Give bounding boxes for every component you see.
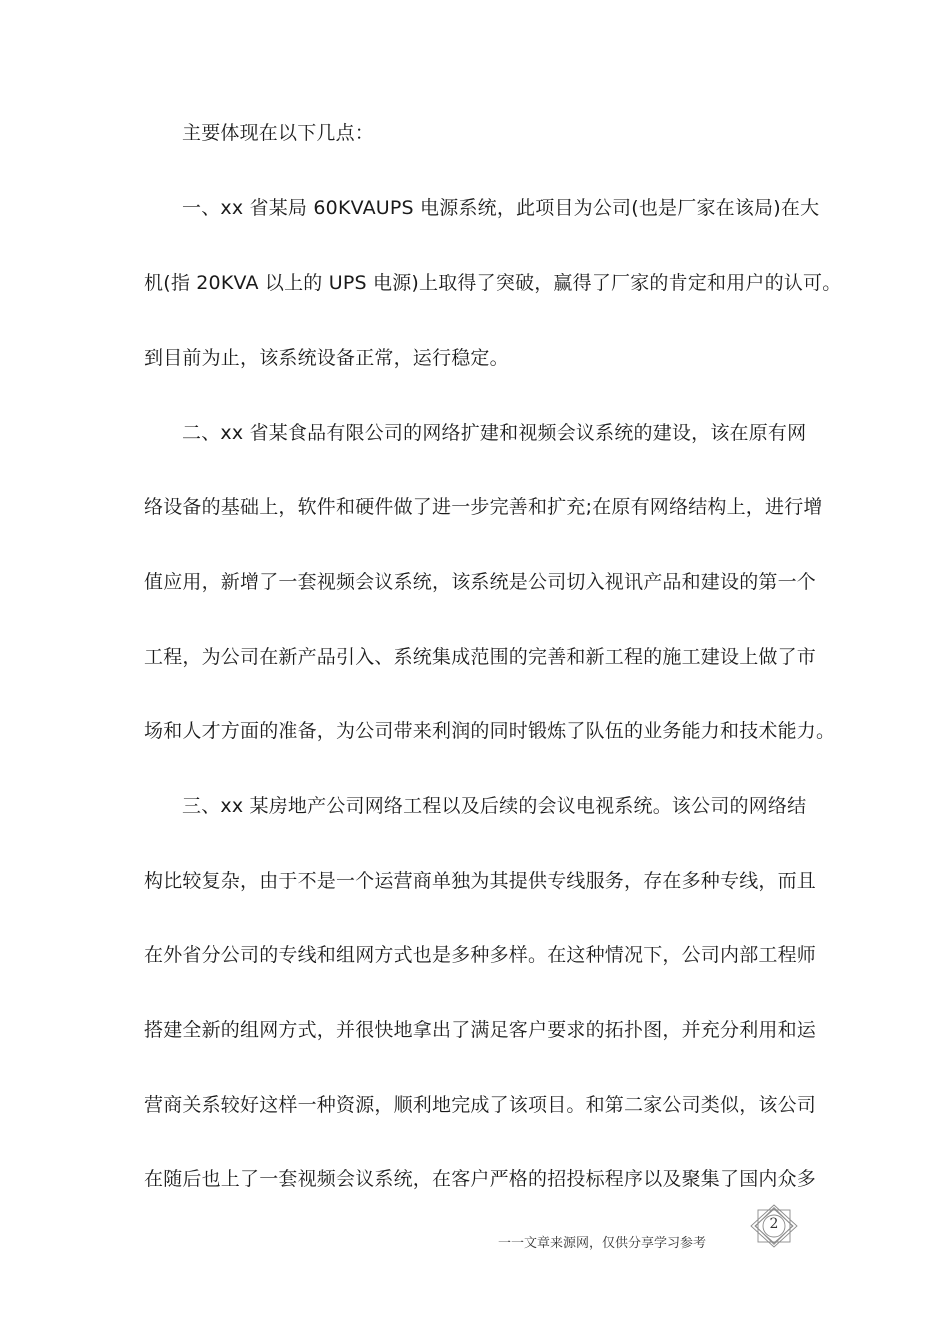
body-text-line: 到目前为止，该系统设备正常，运行稳定。 — [144, 347, 509, 369]
footer-source-text: 一一文章来源网，仅供分享学习参考 — [498, 1236, 707, 1251]
body-text-line: 主要体现在以下几点： — [182, 122, 375, 144]
body-text-line: 一、xx 省某局 60KVAUPS 电源系统，此项目为公司(也是厂家在该局)在大 — [182, 197, 820, 219]
body-text-line: 在外省分公司的专线和组网方式也是多种多样。在这种情况下，公司内部工程师 — [144, 944, 817, 966]
body-text-line: 机(指 20KVA 以上的 UPS 电源)上取得了突破，赢得了厂家的肯定和用户的认可。 — [144, 272, 842, 294]
page-number: 2 — [769, 1216, 779, 1232]
page-number-badge — [749, 1203, 799, 1249]
body-text-line: 场和人才方面的准备，为公司带来利润的同时锻炼了队伍的业务能力和技术能力。 — [144, 720, 836, 742]
body-text-line: 工程，为公司在新产品引入、系统集成范围的完善和新工程的施工建设上做了市 — [144, 646, 817, 668]
body-text-line: 值应用，新增了一套视频会议系统，该系统是公司切入视讯产品和建设的第一个 — [144, 571, 817, 593]
body-text-line: 二、xx 省某食品有限公司的网络扩建和视频会议系统的建设，该在原有网 — [182, 422, 807, 444]
body-text-line: 在随后也上了一套视频会议系统，在客户严格的招投标程序以及聚集了国内众多 — [144, 1168, 817, 1190]
body-text-line: 营商关系较好这样一种资源，顺利地完成了该项目。和第二家公司类似，该公司 — [144, 1094, 817, 1116]
body-text-line: 搭建全新的组网方式，并很快地拿出了满足客户要求的拓扑图，并充分利用和运 — [144, 1019, 817, 1041]
body-text-line: 三、xx 某房地产公司网络工程以及后续的会议电视系统。该公司的网络结 — [182, 795, 807, 817]
body-text-line: 络设备的基础上，软件和硬件做了进一步完善和扩充;在原有网络结构上，进行增 — [144, 496, 823, 518]
body-text-line: 构比较复杂，由于不是一个运营商单独为其提供专线服务，存在多种专线，而且 — [144, 870, 817, 892]
